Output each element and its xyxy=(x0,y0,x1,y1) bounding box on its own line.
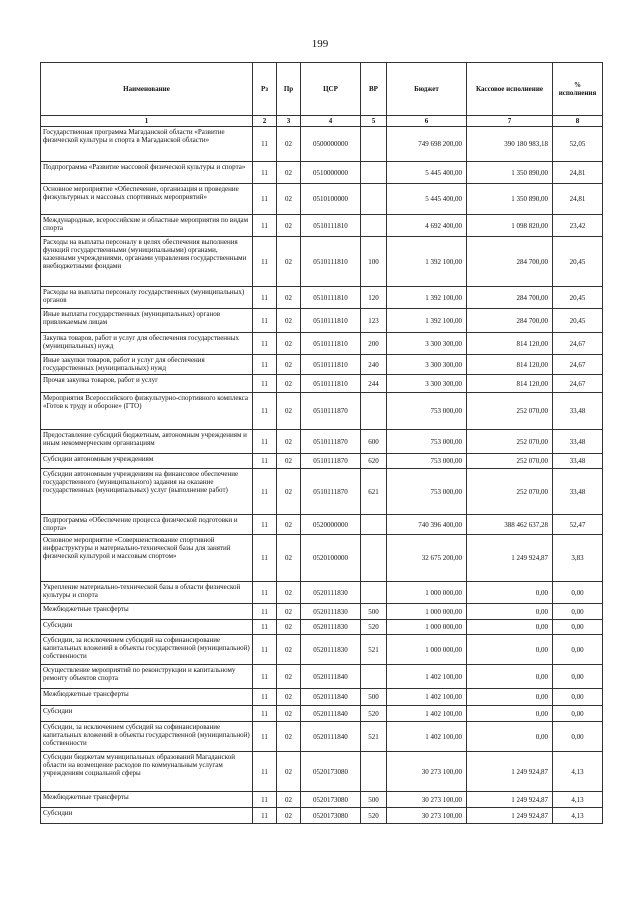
cell-budget: 1 402 100,00 xyxy=(387,706,467,722)
cell-csr: 0520173080 xyxy=(301,792,361,808)
cell-budget: 3 300 300,00 xyxy=(387,355,467,375)
cell-vr: 521 xyxy=(361,722,387,752)
cell-execution: 0,00 xyxy=(467,689,553,706)
table-row xyxy=(41,635,603,665)
cell-csr: 0520100000 xyxy=(301,535,361,582)
cell-percent: 4,13 xyxy=(553,752,603,792)
cell-name: Предоставление субсидий бюджетным, автономным учреждениям и иным некоммерческим организациям xyxy=(41,430,253,454)
table-row xyxy=(41,469,603,515)
cell-name: Межбюджетные трансферты xyxy=(41,604,253,620)
table-row xyxy=(41,333,603,355)
cell-execution: 252 070,00 xyxy=(467,454,553,469)
table-row xyxy=(41,515,603,535)
cell-vr: 200 xyxy=(361,333,387,355)
cell-vr xyxy=(361,127,387,162)
cell-percent: 52,05 xyxy=(553,127,603,162)
cell-rz: 11 xyxy=(253,215,277,237)
cell-budget: 5 445 400,00 xyxy=(387,184,467,215)
cell-csr: 0520111840 xyxy=(301,665,361,689)
table-row xyxy=(41,162,603,184)
cell-percent: 0,00 xyxy=(553,635,603,665)
table-row xyxy=(41,184,603,215)
cell-pr: 02 xyxy=(277,215,301,237)
cell-pr: 02 xyxy=(277,792,301,808)
cell-rz: 11 xyxy=(253,535,277,582)
cell-rz: 11 xyxy=(253,393,277,430)
cell-csr: 0520000000 xyxy=(301,515,361,535)
cell-execution: 390 180 983,18 xyxy=(467,127,553,162)
cell-budget: 4 692 400,00 xyxy=(387,215,467,237)
cell-csr: 0520111840 xyxy=(301,689,361,706)
col-index: 1 xyxy=(41,116,253,127)
cell-pr: 02 xyxy=(277,515,301,535)
cell-vr xyxy=(361,393,387,430)
cell-budget: 1 402 100,00 xyxy=(387,665,467,689)
cell-vr: 521 xyxy=(361,635,387,665)
cell-budget: 1 392 100,00 xyxy=(387,287,467,309)
cell-rz: 11 xyxy=(253,604,277,620)
cell-execution: 1 249 924,87 xyxy=(467,792,553,808)
col-header-rz: Рз xyxy=(253,63,277,116)
cell-name: Подпрограмма «Развитие массовой физической культуры и спорта» xyxy=(41,162,253,184)
cell-percent: 33,48 xyxy=(553,469,603,515)
cell-csr: 0510111810 xyxy=(301,333,361,355)
col-header-csr: ЦСР xyxy=(301,63,361,116)
cell-pr: 02 xyxy=(277,635,301,665)
table-row xyxy=(41,355,603,375)
cell-budget: 1 000 000,00 xyxy=(387,582,467,604)
cell-execution: 388 462 637,28 xyxy=(467,515,553,535)
cell-budget: 3 300 300,00 xyxy=(387,333,467,355)
cell-percent: 33,48 xyxy=(553,454,603,469)
cell-execution: 1 098 820,00 xyxy=(467,215,553,237)
col-index: 8 xyxy=(553,116,603,127)
cell-vr: 500 xyxy=(361,689,387,706)
cell-csr: 0510111870 xyxy=(301,393,361,430)
cell-budget: 1 000 000,00 xyxy=(387,620,467,635)
cell-percent: 24,81 xyxy=(553,162,603,184)
col-header-pr: Пр xyxy=(277,63,301,116)
cell-pr: 02 xyxy=(277,127,301,162)
cell-csr: 0520111830 xyxy=(301,604,361,620)
cell-rz: 11 xyxy=(253,792,277,808)
cell-csr: 0510111810 xyxy=(301,237,361,287)
col-header-vr: ВР xyxy=(361,63,387,116)
cell-csr: 0510111870 xyxy=(301,454,361,469)
cell-percent: 0,00 xyxy=(553,665,603,689)
cell-execution: 252 070,00 xyxy=(467,393,553,430)
cell-budget: 753 000,00 xyxy=(387,430,467,454)
cell-name: Основное мероприятие «Обеспечение, организация и проведение физкультурных и массовых спортивных мероприятий» xyxy=(41,184,253,215)
col-header-budget: Бюджет xyxy=(387,63,467,116)
cell-pr: 02 xyxy=(277,469,301,515)
table-row xyxy=(41,237,603,287)
cell-name: Субсидии xyxy=(41,620,253,635)
cell-percent: 24,81 xyxy=(553,184,603,215)
cell-rz: 11 xyxy=(253,430,277,454)
cell-execution: 0,00 xyxy=(467,665,553,689)
table-row xyxy=(41,722,603,752)
cell-execution: 284 700,00 xyxy=(467,237,553,287)
cell-pr: 02 xyxy=(277,706,301,722)
cell-name: Международные, всероссийские и областные мероприятия по видам спорта xyxy=(41,215,253,237)
col-index: 6 xyxy=(387,116,467,127)
cell-rz: 11 xyxy=(253,184,277,215)
cell-name: Осуществление мероприятий по реконструкции и капитальному ремонту объектов спорта xyxy=(41,665,253,689)
cell-vr: 120 xyxy=(361,287,387,309)
table-row xyxy=(41,665,603,689)
cell-budget: 30 273 100,00 xyxy=(387,808,467,824)
cell-name: Субсидии xyxy=(41,706,253,722)
cell-budget: 753 000,00 xyxy=(387,469,467,515)
cell-execution: 0,00 xyxy=(467,722,553,752)
cell-rz: 11 xyxy=(253,454,277,469)
cell-name: Расходы на выплаты персоналу государственных (муниципальных) органов xyxy=(41,287,253,309)
cell-budget: 1 000 000,00 xyxy=(387,604,467,620)
cell-name: Иные выплаты государственных (муниципальных) органов привлекаемым лицам xyxy=(41,309,253,333)
cell-csr: 0510111810 xyxy=(301,215,361,237)
cell-pr: 02 xyxy=(277,184,301,215)
cell-pr: 02 xyxy=(277,375,301,393)
col-header-execution: Кассовое исполнение xyxy=(467,63,553,116)
cell-name: Субсидии автономным учреждениям xyxy=(41,454,253,469)
cell-name: Расходы на выплаты персоналу в целях обеспечения выполнения функций государственными (муниципальными) органами, казенными учреждениями, органами управления государственными внебюджетными фондами xyxy=(41,237,253,287)
cell-pr: 02 xyxy=(277,722,301,752)
page-number: 199 xyxy=(311,38,329,50)
col-index: 5 xyxy=(361,116,387,127)
cell-percent: 0,00 xyxy=(553,689,603,706)
cell-execution: 252 070,00 xyxy=(467,430,553,454)
cell-pr: 02 xyxy=(277,689,301,706)
cell-percent: 3,83 xyxy=(553,535,603,582)
cell-pr: 02 xyxy=(277,237,301,287)
cell-budget: 1 402 100,00 xyxy=(387,689,467,706)
table-row xyxy=(41,287,603,309)
cell-rz: 11 xyxy=(253,620,277,635)
cell-vr: 621 xyxy=(361,469,387,515)
cell-pr: 02 xyxy=(277,430,301,454)
table-row xyxy=(41,620,603,635)
cell-pr: 02 xyxy=(277,665,301,689)
cell-rz: 11 xyxy=(253,355,277,375)
cell-execution: 0,00 xyxy=(467,620,553,635)
cell-percent: 20,45 xyxy=(553,287,603,309)
cell-vr xyxy=(361,752,387,792)
cell-execution: 0,00 xyxy=(467,635,553,665)
cell-csr: 0520111840 xyxy=(301,722,361,752)
cell-vr: 500 xyxy=(361,792,387,808)
cell-pr: 02 xyxy=(277,393,301,430)
cell-rz: 11 xyxy=(253,722,277,752)
cell-csr: 0510000000 xyxy=(301,162,361,184)
cell-budget: 1 000 000,00 xyxy=(387,635,467,665)
table-row xyxy=(41,309,603,333)
cell-vr: 123 xyxy=(361,309,387,333)
table-row xyxy=(41,582,603,604)
cell-execution: 284 700,00 xyxy=(467,309,553,333)
cell-vr: 240 xyxy=(361,355,387,375)
cell-execution: 0,00 xyxy=(467,706,553,722)
cell-execution: 0,00 xyxy=(467,582,553,604)
cell-execution: 1 249 924,87 xyxy=(467,535,553,582)
table-row xyxy=(41,706,603,722)
cell-percent: 52,47 xyxy=(553,515,603,535)
cell-csr: 0520111830 xyxy=(301,635,361,665)
cell-rz: 11 xyxy=(253,808,277,824)
col-header-name: Наименование xyxy=(41,63,253,116)
cell-name: Основное мероприятие «Совершенствование спортивной инфраструктуры и материально-технической базы для занятий физической культурой и массовым спортом» xyxy=(41,535,253,582)
cell-csr: 0510100000 xyxy=(301,184,361,215)
cell-vr xyxy=(361,515,387,535)
cell-percent: 0,00 xyxy=(553,582,603,604)
cell-name: Межбюджетные трансферты xyxy=(41,689,253,706)
cell-percent: 4,13 xyxy=(553,808,603,824)
cell-vr xyxy=(361,162,387,184)
cell-pr: 02 xyxy=(277,604,301,620)
cell-name: Государственная программа Магаданской области «Развитие физической культуры и спорта в Магаданской области» xyxy=(41,127,253,162)
cell-budget: 1 392 100,00 xyxy=(387,309,467,333)
cell-budget: 32 675 200,00 xyxy=(387,535,467,582)
cell-pr: 02 xyxy=(277,454,301,469)
cell-pr: 02 xyxy=(277,287,301,309)
table-row xyxy=(41,393,603,430)
cell-csr: 0500000000 xyxy=(301,127,361,162)
cell-execution: 1 350 890,00 xyxy=(467,184,553,215)
cell-rz: 11 xyxy=(253,162,277,184)
cell-percent: 4,13 xyxy=(553,792,603,808)
cell-rz: 11 xyxy=(253,706,277,722)
cell-csr: 0510111810 xyxy=(301,355,361,375)
col-header-percent: % исполнения xyxy=(553,63,603,116)
table-row xyxy=(41,535,603,582)
cell-name: Субсидии, за исключением субсидий на софинансирование капитальных вложений в объекты государственной (муниципальной) собственности xyxy=(41,635,253,665)
cell-pr: 02 xyxy=(277,535,301,582)
cell-vr: 520 xyxy=(361,706,387,722)
cell-budget: 3 300 300,00 xyxy=(387,375,467,393)
cell-name: Иные закупки товаров, работ и услуг для обеспечения государственных (муниципальных) нужд xyxy=(41,355,253,375)
cell-vr xyxy=(361,665,387,689)
cell-execution: 814 120,00 xyxy=(467,375,553,393)
cell-budget: 30 273 100,00 xyxy=(387,752,467,792)
col-index: 3 xyxy=(277,116,301,127)
col-index: 7 xyxy=(467,116,553,127)
cell-vr: 600 xyxy=(361,430,387,454)
cell-name: Мероприятия Всероссийского физкультурно-спортивного комплекса «Готов к труду и обороне» (ГТО) xyxy=(41,393,253,430)
cell-budget: 753 000,00 xyxy=(387,454,467,469)
cell-percent: 0,00 xyxy=(553,620,603,635)
cell-vr xyxy=(361,535,387,582)
cell-percent: 24,67 xyxy=(553,355,603,375)
cell-csr: 0510111810 xyxy=(301,287,361,309)
cell-rz: 11 xyxy=(253,515,277,535)
cell-name: Субсидии, за исключением субсидий на софинансирование капитальных вложений в объекты государственной (муниципальной) собственности xyxy=(41,722,253,752)
cell-vr: 520 xyxy=(361,620,387,635)
cell-vr: 500 xyxy=(361,604,387,620)
table-row xyxy=(41,215,603,237)
cell-pr: 02 xyxy=(277,333,301,355)
cell-percent: 33,48 xyxy=(553,430,603,454)
cell-percent: 0,00 xyxy=(553,722,603,752)
header-row xyxy=(41,63,603,116)
cell-vr xyxy=(361,582,387,604)
table-row xyxy=(41,792,603,808)
cell-name: Субсидии xyxy=(41,808,253,824)
cell-csr: 0510111810 xyxy=(301,309,361,333)
cell-rz: 11 xyxy=(253,635,277,665)
cell-percent: 23,42 xyxy=(553,215,603,237)
cell-budget: 5 445 400,00 xyxy=(387,162,467,184)
cell-percent: 20,45 xyxy=(553,309,603,333)
cell-rz: 11 xyxy=(253,665,277,689)
cell-pr: 02 xyxy=(277,582,301,604)
cell-percent: 0,00 xyxy=(553,604,603,620)
cell-percent: 33,48 xyxy=(553,393,603,430)
cell-pr: 02 xyxy=(277,355,301,375)
cell-percent: 0,00 xyxy=(553,706,603,722)
table-row xyxy=(41,808,603,824)
cell-rz: 11 xyxy=(253,309,277,333)
cell-budget: 30 273 100,00 xyxy=(387,792,467,808)
cell-name: Межбюджетные трансферты xyxy=(41,792,253,808)
cell-vr: 100 xyxy=(361,237,387,287)
cell-vr: 520 xyxy=(361,808,387,824)
cell-execution: 0,00 xyxy=(467,604,553,620)
cell-rz: 11 xyxy=(253,375,277,393)
cell-rz: 11 xyxy=(253,333,277,355)
cell-vr xyxy=(361,184,387,215)
cell-csr: 0510111870 xyxy=(301,430,361,454)
cell-name: Прочая закупка товаров, работ и услуг xyxy=(41,375,253,393)
col-index: 4 xyxy=(301,116,361,127)
cell-rz: 11 xyxy=(253,287,277,309)
cell-vr: 244 xyxy=(361,375,387,393)
cell-csr: 0510111870 xyxy=(301,469,361,515)
cell-csr: 0520111830 xyxy=(301,620,361,635)
cell-execution: 252 070,00 xyxy=(467,469,553,515)
cell-vr xyxy=(361,215,387,237)
cell-csr: 0520111830 xyxy=(301,582,361,604)
cell-csr: 0510111810 xyxy=(301,375,361,393)
col-index: 2 xyxy=(253,116,277,127)
cell-budget: 749 698 200,00 xyxy=(387,127,467,162)
cell-name: Закупка товаров, работ и услуг для обеспечения государственных (муниципальных) нужд xyxy=(41,333,253,355)
cell-pr: 02 xyxy=(277,808,301,824)
cell-rz: 11 xyxy=(253,469,277,515)
cell-name: Укрепление материально-технической базы в области физической культуры и спорта xyxy=(41,582,253,604)
cell-execution: 284 700,00 xyxy=(467,287,553,309)
cell-name: Субсидии бюджетам муниципальных образований Магаданской области на возмещение расходов по коммунальным услугам учреждениям социальной сферы xyxy=(41,752,253,792)
cell-pr: 02 xyxy=(277,752,301,792)
cell-rz: 11 xyxy=(253,752,277,792)
budget-execution-table xyxy=(40,62,603,824)
cell-rz: 11 xyxy=(253,237,277,287)
cell-name: Субсидии автономным учреждениям на финансовое обеспечение государственного (муниципального) задания на оказание государственных (муниципальных) услуг (выполнение работ) xyxy=(41,469,253,515)
cell-name: Подпрограмма «Обеспечение процесса физической подготовки и спорта» xyxy=(41,515,253,535)
cell-execution: 814 120,00 xyxy=(467,355,553,375)
cell-pr: 02 xyxy=(277,309,301,333)
cell-csr: 0520173080 xyxy=(301,752,361,792)
table-row xyxy=(41,454,603,469)
cell-percent: 24,67 xyxy=(553,333,603,355)
cell-rz: 11 xyxy=(253,582,277,604)
table-row xyxy=(41,689,603,706)
cell-rz: 11 xyxy=(253,127,277,162)
table-row xyxy=(41,430,603,454)
cell-csr: 0520173080 xyxy=(301,808,361,824)
cell-execution: 1 249 924,87 xyxy=(467,808,553,824)
header-index-row xyxy=(41,116,603,127)
cell-budget: 1 402 100,00 xyxy=(387,722,467,752)
cell-execution: 1 249 924,87 xyxy=(467,752,553,792)
table-row xyxy=(41,127,603,162)
cell-budget: 753 000,00 xyxy=(387,393,467,430)
cell-pr: 02 xyxy=(277,620,301,635)
cell-execution: 1 350 890,00 xyxy=(467,162,553,184)
cell-budget: 740 396 400,00 xyxy=(387,515,467,535)
cell-budget: 1 392 100,00 xyxy=(387,237,467,287)
cell-execution: 814 120,00 xyxy=(467,333,553,355)
cell-vr: 620 xyxy=(361,454,387,469)
table-row xyxy=(41,752,603,792)
table-body xyxy=(41,127,603,824)
cell-rz: 11 xyxy=(253,689,277,706)
cell-percent: 24,67 xyxy=(553,375,603,393)
cell-csr: 0520111840 xyxy=(301,706,361,722)
table-row xyxy=(41,375,603,393)
cell-pr: 02 xyxy=(277,162,301,184)
table-row xyxy=(41,604,603,620)
cell-percent: 20,45 xyxy=(553,237,603,287)
